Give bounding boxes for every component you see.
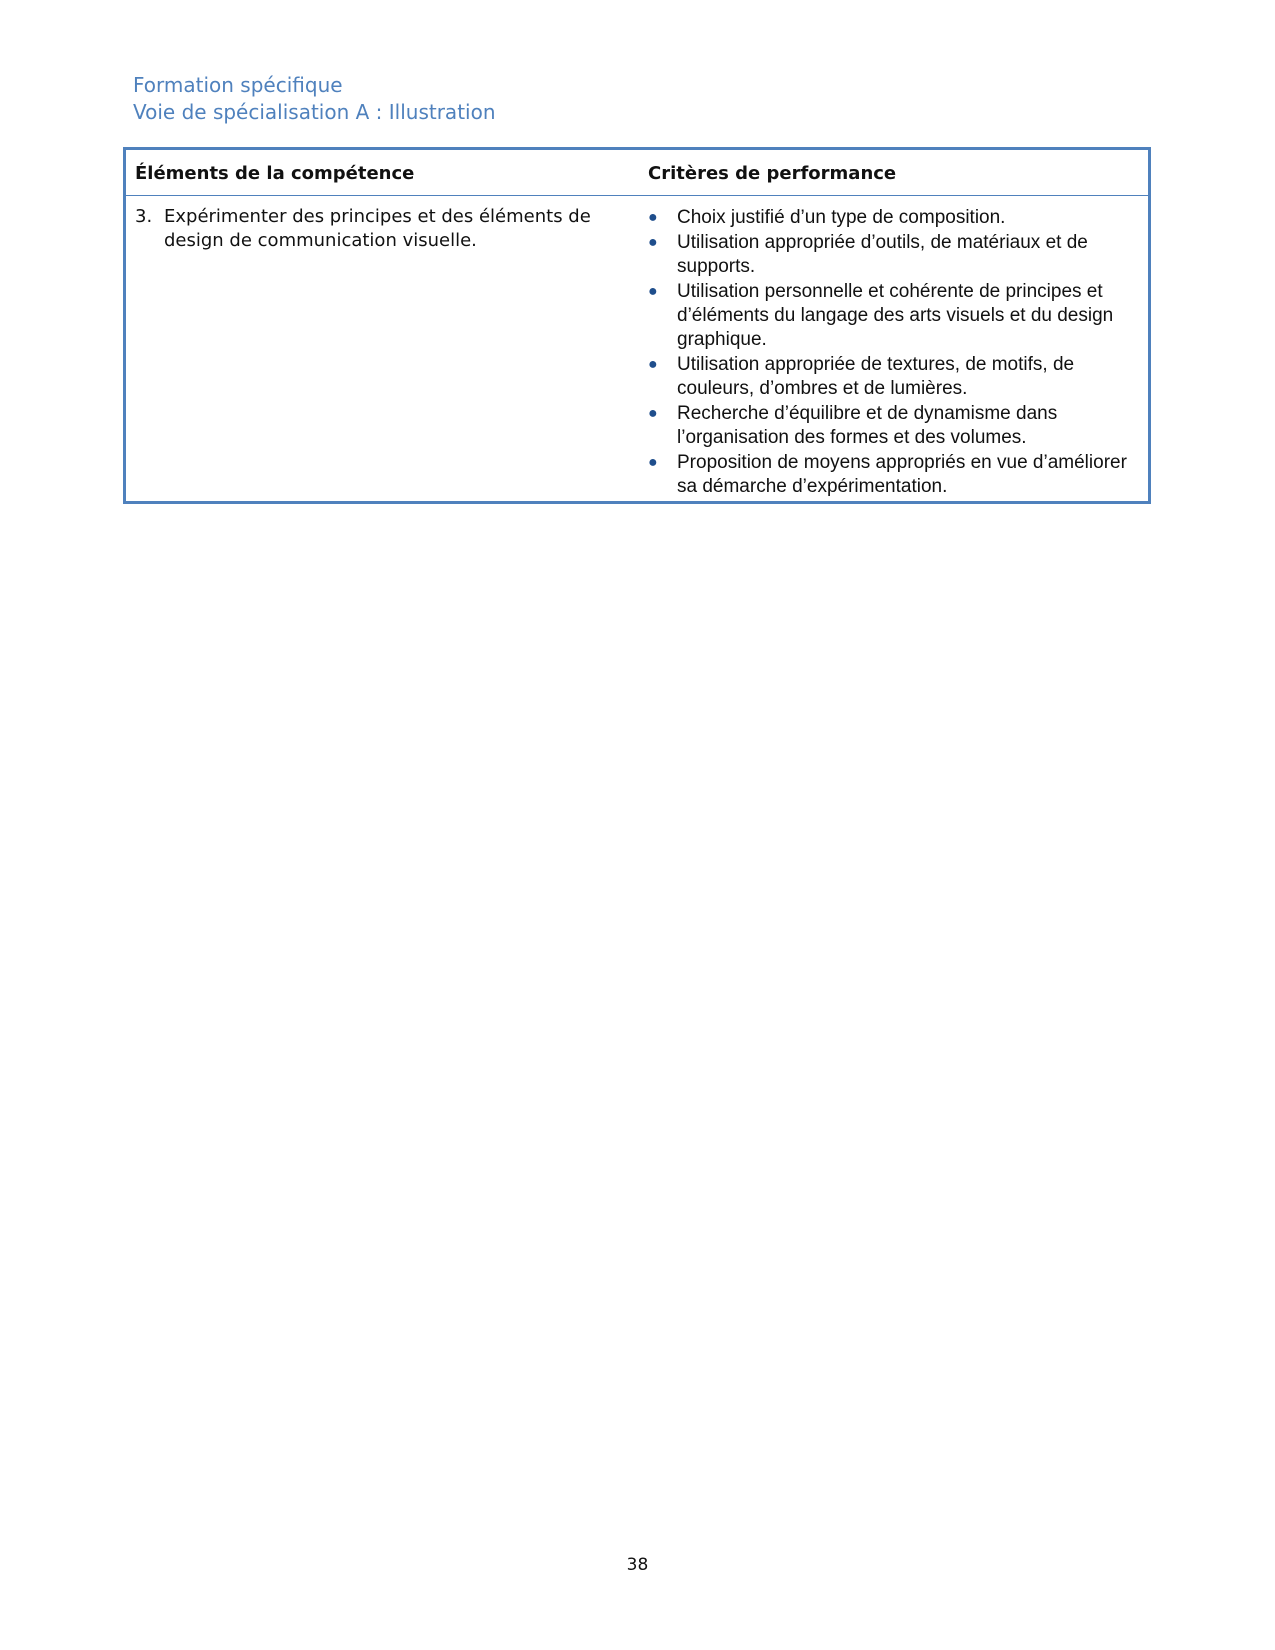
header-specialization: Voie de spécialisation A : Illustration [133, 100, 496, 124]
criterion-text: Utilisation appropriée d’outils, de matériaux et de supports. [677, 232, 1088, 277]
bullet-icon: ● [648, 356, 658, 373]
element-text: Expérimenter des principes et des éléments de design de communication visuelle. [164, 206, 591, 251]
criterion-text: Utilisation personnelle et cohérente de principes et d’éléments du langage des arts visuels et du design graphique. [677, 281, 1114, 350]
column-header-elements: Éléments de la compétence [135, 163, 415, 184]
list-item [648, 231, 1143, 279]
competence-table [123, 147, 1151, 504]
table-header-row [126, 150, 1148, 196]
document-header [133, 72, 496, 126]
column-header-criteria: Critères de performance [648, 163, 897, 184]
element-number: 3. [135, 206, 153, 227]
bullet-icon: ● [648, 454, 658, 471]
list-item [648, 280, 1143, 352]
criterion-text: Proposition de moyens appropriés en vue d’améliorer sa démarche d’expérimentation. [677, 452, 1127, 497]
page-number: 38 [626, 1555, 649, 1575]
list-item [648, 353, 1143, 401]
criterion-text: Recherche d’équilibre et de dynamisme dans l’organisation des formes et des volumes. [677, 403, 1058, 448]
list-item [648, 451, 1143, 499]
bullet-icon: ● [648, 283, 658, 300]
criterion-text: Utilisation appropriée de textures, de motifs, de couleurs, d’ombres et de lumières. [677, 354, 1075, 399]
criteria-list [648, 206, 1143, 500]
header-program: Formation spécifique [133, 73, 343, 97]
bullet-icon: ● [648, 234, 658, 251]
bullet-icon: ● [648, 405, 658, 422]
competence-element [135, 205, 615, 253]
list-item [648, 402, 1143, 450]
criterion-text: Choix justifié d’un type de composition. [677, 207, 1006, 228]
list-item [648, 206, 1143, 230]
bullet-icon: ● [648, 209, 658, 226]
